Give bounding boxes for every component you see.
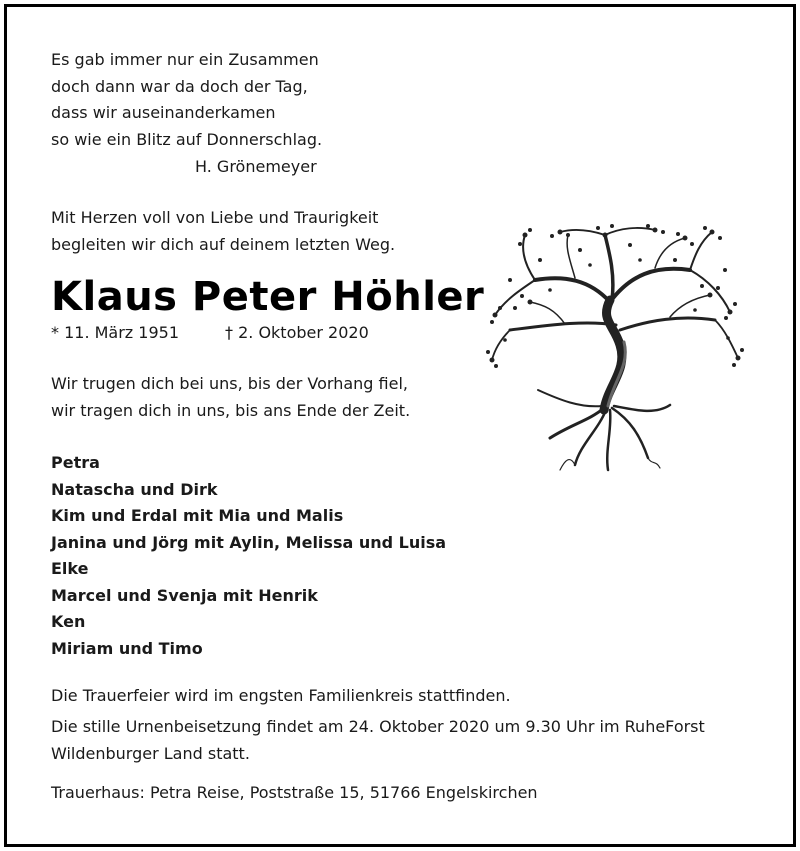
death-date: † 2. Oktober 2020 [225,323,369,342]
family-member: Natascha und Dirk [51,479,218,499]
deceased-name: Klaus Peter Höhler [51,274,485,320]
poem-line: Es gab immer nur ein Zusammen [51,50,319,69]
tree-illustration-icon [480,220,750,480]
family-member: Janina und Jörg mit Aylin, Melissa und Luisa [51,532,447,552]
family-member: Ken [51,612,86,631]
family-member: Miriam und Timo [51,638,203,658]
quote-line: Wir trugen dich bei uns, bis der Vorhang fiel, [51,374,408,393]
mourning-house: Trauerhaus: Petra Reise, Poststraße 15, 51766 Engelskirchen [51,783,538,802]
birth-date: * 11. März 1951 [51,323,180,342]
family-member: Kim und Erdal mit Mia und Malis [51,506,344,525]
burial-line: Wildenburger Land statt. [51,743,250,763]
poem-line: doch dann war da doch der Tag, [51,76,308,96]
family-member: Petra [51,453,100,472]
ceremony-info: Die Trauerfeier wird im engsten Familienkreis stattfinden. [51,686,511,705]
burial-info [51,714,705,767]
family-list [51,450,446,662]
quote-line: wir tragen dich in uns, bis ans Ende der Zeit. [51,400,411,420]
family-member: Marcel und Svenja mit Henrik [51,585,318,605]
intro-line: begleiten wir dich auf deinem letzten Weg. [51,234,396,254]
memorial-quote [51,371,410,424]
poem [51,47,322,153]
burial-line: Die stille Urnenbeisetzung findet am 24. Oktober 2020 um 9.30 Uhr im RuheForst [51,717,705,736]
poem-attribution: H. Grönemeyer [195,157,317,176]
poem-line: so wie ein Blitz auf Donnerschlag. [51,129,323,149]
poem-line: dass wir auseinanderkamen [51,103,276,122]
intro-text [51,205,395,258]
family-member: Elke [51,559,89,578]
intro-line: Mit Herzen voll von Liebe und Traurigkeit [51,208,379,227]
